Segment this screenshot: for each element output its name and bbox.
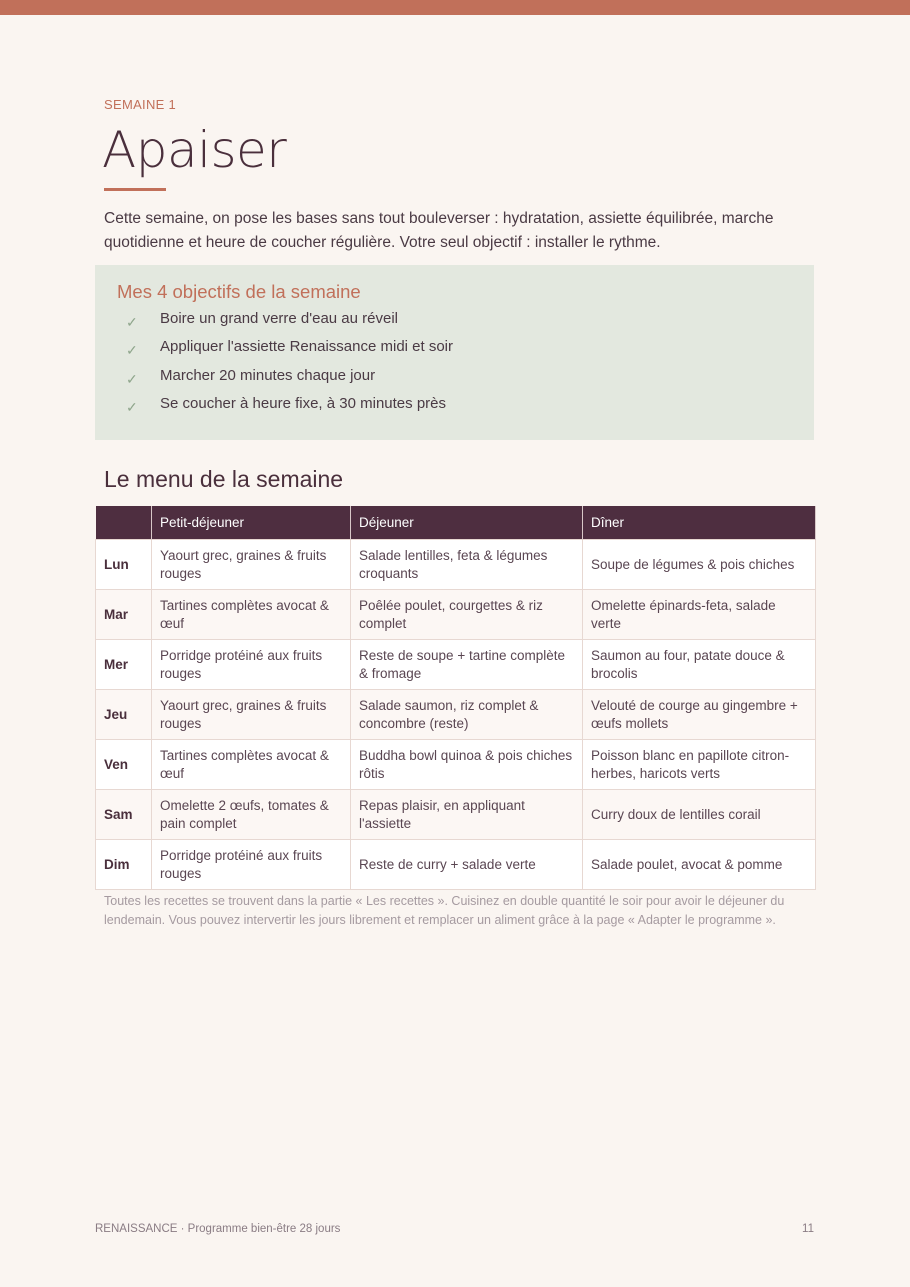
- table-row: [96, 590, 816, 640]
- checkmark-icon: ✓: [126, 398, 138, 415]
- goal-text: Appliquer l'assiette Renaissance midi et soir: [160, 338, 454, 356]
- table-row: [96, 540, 816, 590]
- dinner-cell: Poisson blanc en papillote citron-herbes, haricots verts: [583, 740, 816, 790]
- dinner-cell: Salade poulet, avocat & pomme: [583, 840, 816, 890]
- footer-program-name: RENAISSANCE · Programme bien-être 28 jours: [95, 1223, 341, 1235]
- intro-paragraph: Cette semaine, on pose les bases sans tout bouleverser : hydratation, assiette équilibrée, marche quotidienne et heure de coucher régulière. Votre seul objectif : installer le rythme.: [104, 210, 774, 251]
- day-cell: Jeu: [96, 690, 152, 740]
- lunch-cell: Salade saumon, riz complet & concombre (reste): [351, 690, 583, 740]
- day-cell: Ven: [96, 740, 152, 790]
- day-cell: Mar: [96, 590, 152, 640]
- lunch-cell: Salade lentilles, feta & légumes croquants: [351, 540, 583, 590]
- breakfast-cell: Omelette 2 œufs, tomates & pain complet: [152, 790, 351, 840]
- page-number: 11: [802, 1223, 814, 1235]
- breakfast-cell: Yaourt grec, graines & fruits rouges: [152, 690, 351, 740]
- top-accent-bar: [0, 0, 910, 15]
- lunch-cell: Poêlée poulet, courgettes & riz complet: [351, 590, 583, 640]
- day-cell: Dim: [96, 840, 152, 890]
- column-header-breakfast: Petit-déjeuner: [152, 506, 351, 540]
- day-cell: Lun: [96, 540, 152, 590]
- goals-title: Mes 4 objectifs de la semaine: [117, 281, 361, 302]
- table-header-row: [96, 506, 816, 540]
- page-title: Apaiser: [102, 121, 287, 179]
- table-body: [96, 540, 816, 890]
- column-header-dinner: Dîner: [583, 506, 816, 540]
- table-row: [96, 740, 816, 790]
- breakfast-cell: Porridge protéiné aux fruits rouges: [152, 840, 351, 890]
- table-row: [96, 690, 816, 740]
- title-underline: [104, 188, 166, 191]
- lunch-cell: Reste de soupe + tartine complète & fromage: [351, 640, 583, 690]
- weekly-goals-box: [95, 265, 814, 440]
- day-cell: Mer: [96, 640, 152, 690]
- dinner-cell: Curry doux de lentilles corail: [583, 790, 816, 840]
- dinner-cell: Omelette épinards-feta, salade verte: [583, 590, 816, 640]
- table-row: [96, 790, 816, 840]
- week-label: SEMAINE 1: [104, 97, 177, 112]
- column-header-lunch: Déjeuner: [351, 506, 583, 540]
- menu-title: Le menu de la semaine: [104, 466, 344, 492]
- breakfast-cell: Porridge protéiné aux fruits rouges: [152, 640, 351, 690]
- table-row: [96, 640, 816, 690]
- day-cell: Sam: [96, 790, 152, 840]
- checkmark-icon: ✓: [126, 314, 138, 330]
- goal-text: Se coucher à heure fixe, à 30 minutes près: [160, 394, 446, 412]
- breakfast-cell: Tartines complètes avocat & œuf: [152, 590, 351, 640]
- dinner-cell: Saumon au four, patate douce & brocolis: [583, 640, 816, 690]
- lunch-cell: Repas plaisir, en appliquant l'assiette: [351, 790, 583, 840]
- goal-text: Marcher 20 minutes chaque jour: [160, 366, 376, 384]
- weekly-menu-table: [95, 506, 816, 890]
- checkmark-icon: ✓: [126, 370, 138, 387]
- column-header-day: [96, 506, 152, 540]
- checkmark-icon: ✓: [126, 342, 138, 359]
- breakfast-cell: Yaourt grec, graines & fruits rouges: [152, 540, 351, 590]
- goal-text: Boire un grand verre d'eau au réveil: [160, 310, 399, 327]
- lunch-cell: Buddha bowl quinoa & pois chiches rôtis: [351, 740, 583, 790]
- menu-footnote: Toutes les recettes se trouvent dans la partie « Les recettes ». Cuisinez en double quantité le soir pour avoir le déjeuner du lendemain. Vous pouvez intervertir les jours librement et remplacer un aliment grâce à la page « Adapter le programme ».: [104, 894, 785, 927]
- table-row: [96, 840, 816, 890]
- breakfast-cell: Tartines complètes avocat & œuf: [152, 740, 351, 790]
- lunch-cell: Reste de curry + salade verte: [351, 840, 583, 890]
- dinner-cell: Velouté de courge au gingembre + œufs mollets: [583, 690, 816, 740]
- dinner-cell: Soupe de légumes & pois chiches: [583, 540, 816, 590]
